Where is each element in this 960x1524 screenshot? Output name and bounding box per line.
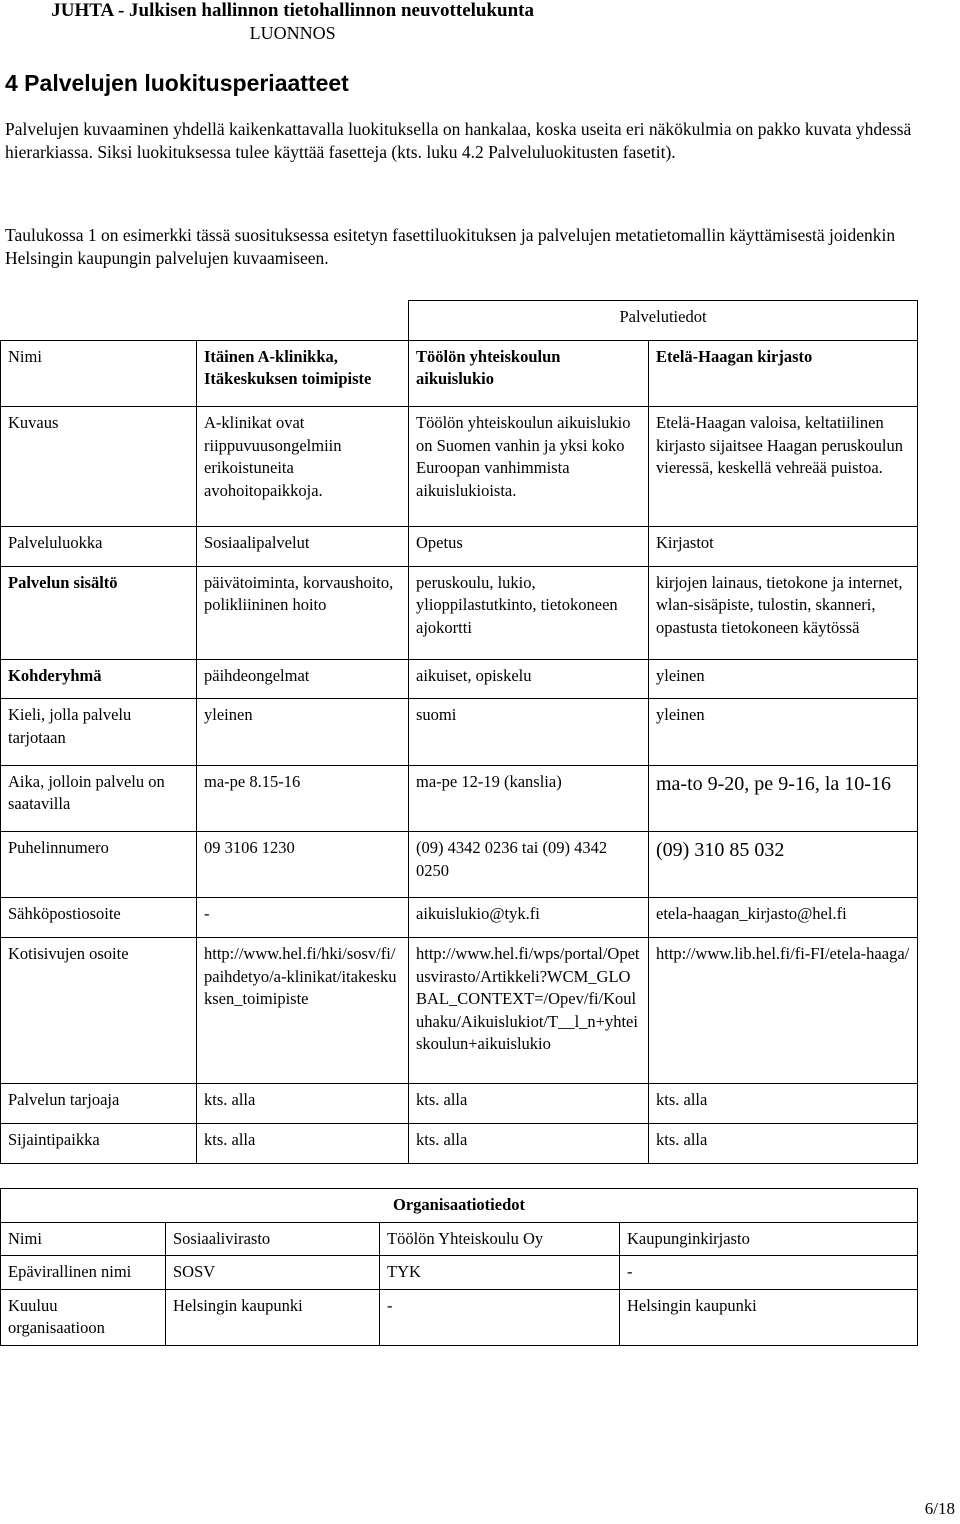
cell: Helsingin kaupunki xyxy=(620,1289,918,1345)
cell: päihdeongelmat xyxy=(197,659,409,699)
table-row xyxy=(1,765,918,831)
table-row xyxy=(1,659,918,699)
row-label: Palvelun sisältö xyxy=(1,566,197,659)
paragraph-2: Taulukossa 1 on esimerkki tässä suosituksessa esitetyn fasettiluokituksen ja palvelujen metatietomallin käyttämisestä joidenkin Helsingin kaupungin palvelujen kuvaamiseen. xyxy=(5,225,896,268)
cell: etela-haagan_kirjasto@hel.fi xyxy=(649,898,918,938)
row-label: Aika, jolloin palvelu on saatavilla xyxy=(1,765,197,831)
row-label: Puhelinnumero xyxy=(1,832,197,898)
header-subtitle: LUONNOS xyxy=(249,23,336,43)
cell: - xyxy=(197,898,409,938)
row-label: Palveluluokka xyxy=(1,526,197,566)
row-label: Kohderyhmä xyxy=(1,659,197,699)
row-label: Epävirallinen nimi xyxy=(1,1256,166,1290)
row-label: Palvelun tarjoaja xyxy=(1,1084,197,1124)
table-row xyxy=(1,407,918,527)
cell: peruskoulu, lukio, ylioppilastutkinto, tietokoneen ajokortti xyxy=(409,566,649,659)
cell: Kaupunginkirjasto xyxy=(620,1222,918,1256)
cell: Etelä-Haagan kirjasto xyxy=(649,340,918,406)
row-label: Kuuluu organisaatioon xyxy=(1,1289,166,1345)
table-row xyxy=(1,1084,918,1124)
cell: Sosiaalivirasto xyxy=(166,1222,380,1256)
page-number: 6/18 xyxy=(924,1499,955,1518)
cell: ma-to 9-20, pe 9-16, la 10-16 xyxy=(649,765,918,831)
row-label: Sijaintipaikka xyxy=(1,1124,197,1164)
table-row xyxy=(1,1189,918,1223)
link-cell[interactable]: http://www.lib.hel.fi/fi-FI/etela-haaga/ xyxy=(649,938,918,1084)
cell: yleinen xyxy=(649,699,918,765)
cell: päivätoiminta, korvaushoito, polikliininen hoito xyxy=(197,566,409,659)
cell: ma-pe 12-19 (kanslia) xyxy=(409,765,649,831)
row-label: Kuvaus xyxy=(1,407,197,527)
table-row xyxy=(1,340,918,406)
cell: suomi xyxy=(409,699,649,765)
cell: Töölön yhteiskoulun aikuislukio on Suomen vanhin ja yksi koko Euroopan vanhimmista aikuislukioista. xyxy=(409,407,649,527)
cell: ma-pe 8.15-16 xyxy=(197,765,409,831)
cell: A-klinikat ovat riippuvuusongelmiin erikoistuneita avohoitopaikkoja. xyxy=(197,407,409,527)
cell: - xyxy=(380,1289,620,1345)
cell: kirjojen lainaus, tietokone ja internet, wlan-sisäpiste, tulostin, skanneri, opastusta tietokoneen käytössä xyxy=(649,566,918,659)
cell: aikuislukio@tyk.fi xyxy=(409,898,649,938)
cell: Helsingin kaupunki xyxy=(166,1289,380,1345)
cell: (09) 4342 0236 tai (09) 4342 0250 xyxy=(409,832,649,898)
cell: Opetus xyxy=(409,526,649,566)
cell: SOSV xyxy=(166,1256,380,1290)
cell: kts. alla xyxy=(649,1124,918,1164)
cell: yleinen xyxy=(649,659,918,699)
cell: Töölön Yhteiskoulu Oy xyxy=(380,1222,620,1256)
table-row xyxy=(1,699,918,765)
cell: kts. alla xyxy=(197,1124,409,1164)
cell: aikuiset, opiskelu xyxy=(409,659,649,699)
table-row xyxy=(1,938,918,1084)
section-title: 4 Palvelujen luokitusperiaatteet xyxy=(5,70,349,96)
row-label: Kotisivujen osoite xyxy=(1,938,197,1084)
cell: kts. alla xyxy=(409,1124,649,1164)
table-row xyxy=(1,1289,918,1345)
cell: Itäinen A-klinikka, Itäkeskuksen toimipiste xyxy=(197,340,409,406)
cell: kts. alla xyxy=(649,1084,918,1124)
table-caption: Organisaatiotiedot xyxy=(1,1189,918,1223)
cell: Etelä-Haagan valoisa, keltatiilinen kirjasto sijaitsee Haagan peruskoulun vieressä, keskellä vehreää puistoa. xyxy=(649,407,918,527)
cell: - xyxy=(620,1256,918,1290)
link-cell[interactable]: http://www.hel.fi/hki/sosv/fi/paihdetyo/a-klinikat/itakeskuksen_toimipiste xyxy=(197,938,409,1084)
table-row xyxy=(1,301,918,341)
service-table xyxy=(0,300,918,1164)
row-label: Nimi xyxy=(1,1222,166,1256)
table-row xyxy=(1,898,918,938)
cell: TYK xyxy=(380,1256,620,1290)
table-row xyxy=(1,526,918,566)
header-title: JUHTA - Julkisen hallinnon tietohallinnon neuvottelukunta xyxy=(51,0,534,21)
paragraph-1: Palvelujen kuvaaminen yhdellä kaikenkattavalla luokituksella on hankalaa, koska useita eri näkökulmia on pakko kuvata yhdessä hierarkiassa. Siksi luokituksessa tulee käyttää fasetteja (kts. luku 4.2 Palveluluokitusten fasetit). xyxy=(5,119,912,162)
cell: kts. alla xyxy=(409,1084,649,1124)
row-label: Kieli, jolla palvelu tarjotaan xyxy=(1,699,197,765)
table-row xyxy=(1,1256,918,1290)
cell: yleinen xyxy=(197,699,409,765)
organisation-table xyxy=(0,1188,918,1346)
row-label: Nimi xyxy=(1,340,197,406)
table-row xyxy=(1,832,918,898)
cell: (09) 310 85 032 xyxy=(649,832,918,898)
cell: Sosiaalipalvelut xyxy=(197,526,409,566)
cell: kts. alla xyxy=(197,1084,409,1124)
table-row xyxy=(1,1222,918,1256)
table-row xyxy=(1,1124,918,1164)
cell: Kirjastot xyxy=(649,526,918,566)
row-label: Sähköpostiosoite xyxy=(1,898,197,938)
link-cell[interactable]: http://www.hel.fi/wps/portal/Opetusvirasto/Artikkeli?WCM_GLOBAL_CONTEXT=/Opev/fi/Kouluhaku/Aikuislukiot/T__l_n+yhteiskoulun+aikuislukio xyxy=(409,938,649,1084)
table-caption: Palvelutiedot xyxy=(409,301,918,341)
cell: Töölön yhteiskoulun aikuislukio xyxy=(409,340,649,406)
document-header xyxy=(51,0,534,44)
table-row xyxy=(1,566,918,659)
cell: 09 3106 1230 xyxy=(197,832,409,898)
